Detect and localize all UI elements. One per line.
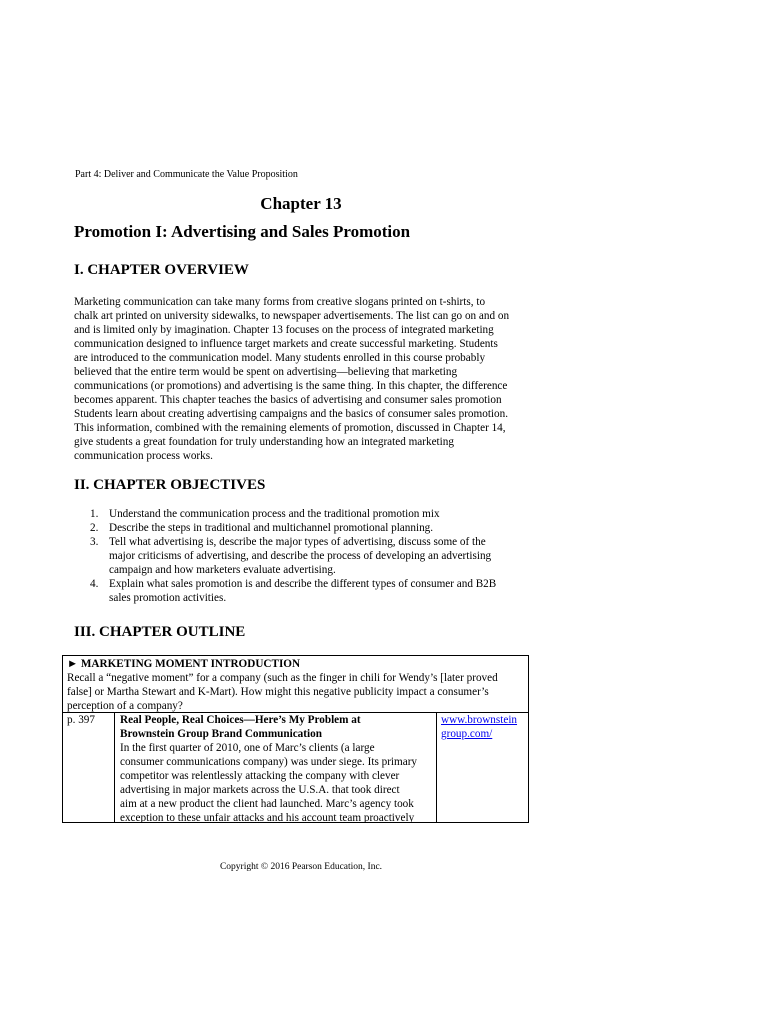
copyright-footer: Copyright © 2016 Pearson Education, Inc. bbox=[219, 862, 383, 872]
overview-line: communication process works. bbox=[74, 450, 213, 462]
objective-number: 1. bbox=[90, 508, 99, 520]
outline-content-text: advertising in major markets across the U.S.A. that took direct bbox=[120, 784, 400, 796]
outline-content-cell bbox=[115, 713, 437, 822]
objective-text: Describe the steps in traditional and multichannel promotional planning. bbox=[109, 522, 434, 534]
marketing-moment-row bbox=[63, 656, 528, 713]
marketing-moment-text: perception of a company? bbox=[67, 700, 183, 712]
objective-number: 4. bbox=[90, 578, 99, 590]
resource-link-cell bbox=[437, 713, 528, 822]
objective-text: major criticisms of advertising, and describe the process of developing an advertising bbox=[109, 550, 492, 562]
chapter-outline-table bbox=[62, 655, 529, 823]
overview-line: and is limited only by imagination. Chapter 13 focuses on the process of integrated marketing bbox=[74, 324, 494, 336]
outline-content-text: exception to these unfair attacks and his account team proactively bbox=[120, 812, 415, 823]
outline-content-text: competitor was relentlessly attacking the company with clever bbox=[120, 770, 400, 782]
objective-text: Explain what sales promotion is and describe the different types of consumer and B2B bbox=[109, 578, 497, 590]
marketing-moment-text: false] or Martha Stewart and K-Mart). How might this negative publicity impact a consumer’s bbox=[67, 686, 489, 698]
chapter-title: Promotion I: Advertising and Sales Promotion bbox=[74, 222, 411, 241]
outline-heading: III. CHAPTER OUTLINE bbox=[74, 624, 246, 640]
overview-paragraph bbox=[74, 295, 532, 463]
objective-text: campaign and how marketers evaluate advertising. bbox=[109, 564, 336, 576]
objective-text: Tell what advertising is, describe the major types of advertising, discuss some of the bbox=[109, 536, 486, 548]
real-people-heading: Brownstein Group Brand Communication bbox=[120, 728, 322, 740]
objective-item bbox=[74, 521, 534, 535]
running-header: Part 4: Deliver and Communicate the Value Proposition bbox=[75, 169, 298, 180]
real-people-heading: Real People, Real Choices—Here’s My Problem at bbox=[120, 714, 361, 726]
objective-text: sales promotion activities. bbox=[109, 592, 227, 604]
overview-line: chalk art printed on university sidewalks, to newspaper advertisements. The list can go on and on bbox=[74, 310, 510, 322]
objective-number: 3. bbox=[90, 536, 99, 548]
overview-line: Marketing communication can take many forms from creative slogans printed on t-shirts, to bbox=[74, 296, 486, 308]
page-reference-cell: p. 397 bbox=[63, 713, 115, 822]
objective-item bbox=[74, 577, 534, 605]
overview-heading: I. CHAPTER OVERVIEW bbox=[74, 262, 249, 278]
outline-content-text: In the first quarter of 2010, one of Marc’s clients (a large bbox=[120, 742, 375, 754]
chapter-number: Chapter 13 bbox=[260, 194, 342, 213]
brownstein-link[interactable]: group.com/ bbox=[441, 728, 493, 740]
objective-number: 2. bbox=[90, 522, 99, 534]
objective-item bbox=[74, 535, 534, 577]
outline-content-text: aim at a new product the client had launched. Marc’s agency took bbox=[120, 798, 414, 810]
outline-content-text: consumer communications company) was under siege. Its primary bbox=[120, 756, 418, 768]
overview-line: Students learn about creating advertising campaigns and the basics of consumer sales promotion. bbox=[74, 408, 509, 420]
objective-item bbox=[74, 507, 534, 521]
overview-line: believed that the entire term would be spent on advertising—believing that marketing bbox=[74, 366, 458, 378]
overview-line: give students a great foundation for truly understanding how an integrated marketing bbox=[74, 436, 454, 448]
overview-line: becomes apparent. This chapter teaches the basics of advertising and consumer sales promotion bbox=[74, 394, 502, 406]
marketing-moment-heading: ► MARKETING MOMENT INTRODUCTION bbox=[67, 658, 301, 670]
objective-text: Understand the communication process and the traditional promotion mix bbox=[109, 508, 440, 520]
brownstein-link[interactable]: www.brownstein bbox=[441, 714, 518, 726]
overview-line: communications (or promotions) and advertising is the same thing. In this chapter, the difference bbox=[74, 380, 508, 392]
marketing-moment-text: Recall a “negative moment” for a company (such as the finger in chili for Wendy’s [later proved bbox=[67, 672, 498, 684]
overview-line: are introduced to the communication model. Many students enrolled in this course probably bbox=[74, 352, 486, 364]
objectives-heading: II. CHAPTER OBJECTIVES bbox=[74, 477, 266, 493]
objectives-list bbox=[74, 507, 534, 605]
overview-line: This information, combined with the remaining elements of promotion, discussed in Chapter 14, bbox=[74, 422, 506, 434]
overview-line: communication designed to influence target markets and create successful marketing. Students bbox=[74, 338, 498, 350]
